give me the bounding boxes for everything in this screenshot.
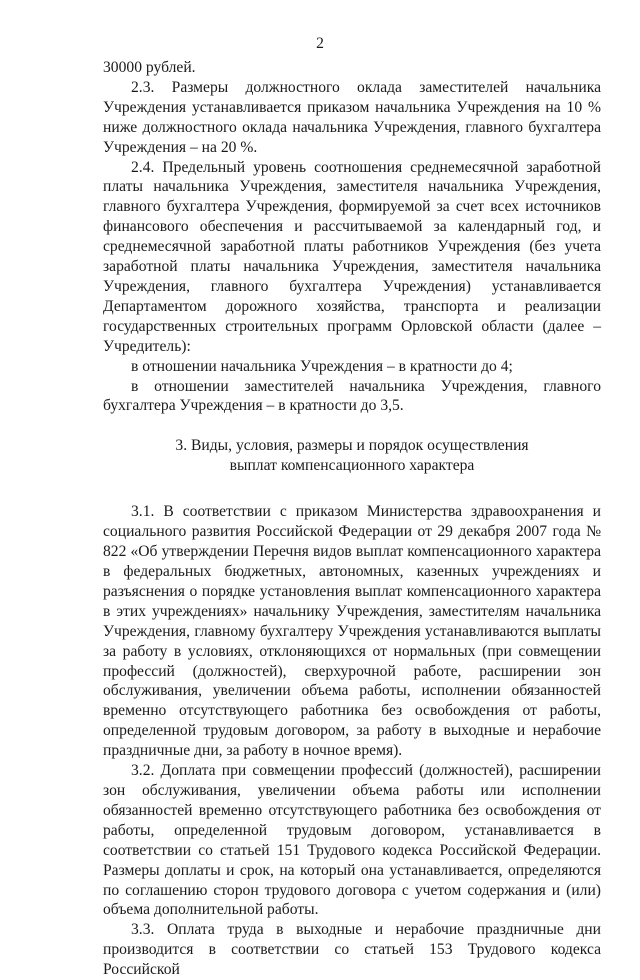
paragraph-3-1: 3.1. В соответствии с приказом Министерства здравоохранения и социального развития Российской Федерации от 29 декабря 2007 года № 822 «Об утверждении Перечня видов выплат компенсационного характера в федеральных бюджетных, автономных, казенных учреждениях и разъяснения о порядке установления выплат компенсационного характера в этих учреждениях» начальнику Учреждения, заместителям начальника Учреждения, главному бухгалтеру Учреждения устанавливаются выплаты за работу в условиях, отклоняющихся от нормальных (при совмещении профессий (должностей), сверхурочной работе, расширении зон обслуживания, увеличении объема работы, исполнении обязанностей временно отсутствующего работника без освобождения от работы, определенной трудовым договором, за работу в выходные и нерабочие праздничные дни, за работу в ночное время).: [103, 503, 601, 760]
paragraph-2-4-deputies: в отношении заместителей начальника Учреждения, главного бухгалтера Учреждения – в кратности до 3,5.: [103, 377, 601, 415]
document-body: [103, 58, 601, 980]
section-3-heading: [103, 436, 601, 476]
paragraph-3-2: 3.2. Доплата при совмещении профессий (должностей), расширении зон обслуживания, увеличении объема работы или исполнении обязанностей временно отсутствующего работника без освобождения от работы, определенной трудовым договором, устанавливается в соответствии со статьей 151 Трудового кодекса Российской Федерации. Размеры доплаты и срок, на который она устанавливается, определяются по соглашению сторон трудового договора с учетом содержания и (или) объема дополнительной работы.: [103, 762, 601, 919]
paragraph-continuation: 30000 рублей.: [103, 59, 196, 76]
section-3-heading-line1: 3. Виды, условия, размеры и порядок осуществления: [175, 437, 529, 455]
page-number: 2: [316, 35, 324, 52]
paragraph-3-3: 3.3. Оплата труда в выходные и нерабочие праздничные дни производится в соответствии со статьей 153 Трудового кодекса Российской: [103, 921, 601, 979]
paragraph-2-4-head: в отношении начальника Учреждения – в кратности до 4;: [131, 357, 513, 375]
paragraph-2-4: 2.4. Предельный уровень соотношения среднемесячной заработной платы начальника Учреждения, заместителя начальника Учреждения, главного бухгалтера Учреждения, формируемой за счет всех источников финансового обеспечения и рассчитываемой за календарный год, и среднемесячной заработной платы работников Учреждения (без учета заработной платы начальника Учреждения, заместителя начальника Учреждения, главного бухгалтера Учреждения) устанавливается Департаментом дорожного хозяйства, транспорта и реализации государственных строительных программ Орловской области (далее – Учредитель):: [103, 158, 601, 355]
paragraph-2-3: 2.3. Размеры должностного оклада заместителей начальника Учреждения устанавливается приказом начальника Учреждения на 10 % ниже должностного оклада начальника Учреждения, главного бухгалтера Учреждения – на 20 %.: [103, 78, 601, 156]
section-3-heading-line2: выплат компенсационного характера: [229, 457, 475, 475]
